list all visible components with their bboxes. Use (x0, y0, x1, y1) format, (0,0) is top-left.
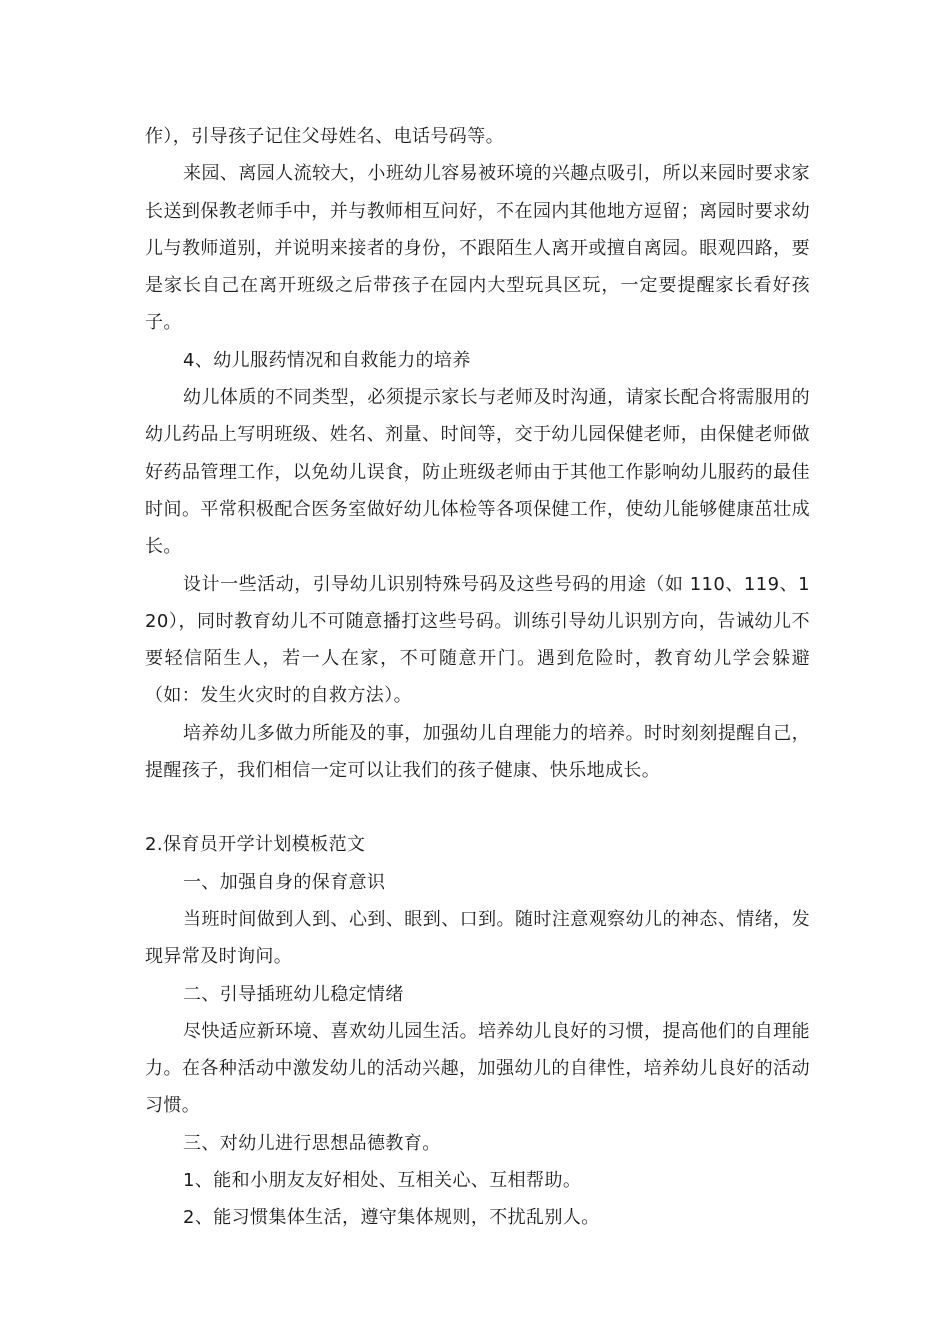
paragraph: 4、幼儿服药情况和自救能力的培养 (183, 349, 471, 371)
document-body-part1 (145, 118, 810, 789)
paragraph: 尽快适应新环境、喜欢幼儿园生活。培养幼儿良好的习惯，提高他们的自理能力。在各种活动中激发幼儿的活动兴趣，加强幼儿的自律性，培养幼儿良好的活动习惯。 (145, 1020, 810, 1117)
paragraph: 1、能和小朋友友好相处、互相关心、互相帮助。 (183, 1170, 582, 1192)
paragraph: 来园、离园人流较大，小班幼儿容易被环境的兴趣点吸引，所以来园时要求家长送到保教老师手中，并与教师相互问好，不在园内其他地方逗留；离园时要求幼儿与教师道别，并说明来接者的身份，不跟陌生人离开或擅自离园。眼观四路，要是家长自己在离开班级之后带孩子在园内大型玩具区玩，一定要提醒家长看好孩子。 (145, 163, 810, 334)
paragraph: 设计一些活动，引导幼儿识别特殊号码及这些号码的用途（如 110、119、120），同时教育幼儿不可随意播打这些号码。训练引导幼儿识别方向，告诫幼儿不要轻信陌生人，若一人在家，不可随意开门。遇到危险时，教育幼儿学会躲避（如：发生火灾时的自救方法）。 (145, 573, 810, 707)
paragraph-gap (145, 789, 810, 826)
paragraph: 二、引导插班幼儿稳定情绪 (183, 983, 404, 1005)
paragraph: 三、对幼儿进行思想品德教育。 (183, 1132, 441, 1154)
paragraph: 培养幼儿多做力所能及的事，加强幼儿自理能力的培养。时时刻刻提醒自己，提醒孩子，我们相信一定可以让我们的孩子健康、快乐地成长。 (145, 722, 810, 782)
document-page (145, 118, 810, 1237)
section-title: 2.保育员开学计划模板范文 (145, 834, 366, 856)
paragraph: 当班时间做到人到、心到、眼到、口到。随时注意观察幼儿的神态、情绪，发现异常及时询问。 (145, 908, 810, 968)
document-body-part2 (145, 864, 810, 1237)
paragraph: 作），引导孩子记住父母姓名、电话号码等。 (145, 126, 504, 147)
paragraph: 2、能习惯集体生活，遵守集体规则，不扰乱别人。 (183, 1207, 600, 1229)
paragraph: 一、加强自身的保育意识 (183, 871, 386, 893)
paragraph: 幼儿体质的不同类型，必须提示家长与老师及时沟通，请家长配合将需服用的幼儿药品上写明班级、姓名、剂量、时间等，交于幼儿园保健老师，由保健老师做好药品管理工作，以免幼儿误食，防止班级老师由于其他工作影响幼儿服药的最佳时间。平常积极配合医务室做好幼儿体检等各项保健工作，使幼儿能够健康茁壮成长。 (145, 387, 810, 558)
